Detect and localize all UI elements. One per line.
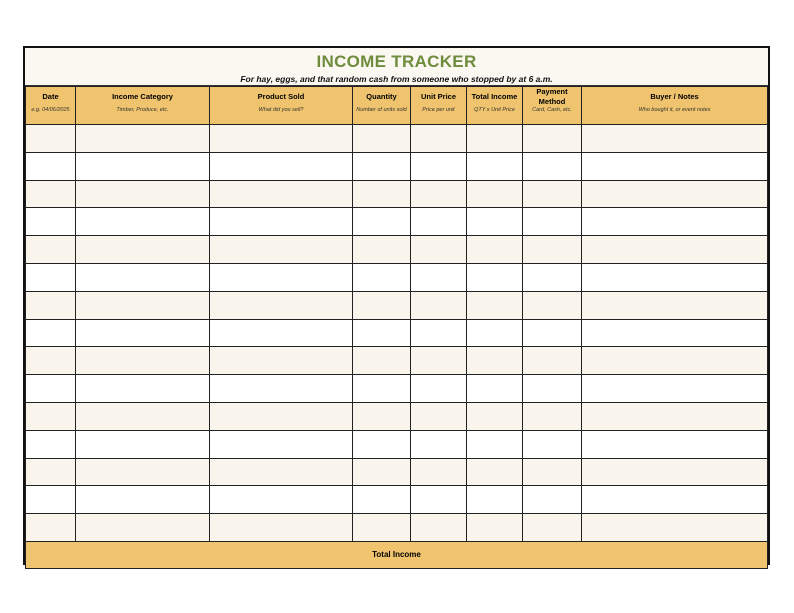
table-cell[interactable] xyxy=(411,375,467,403)
table-row xyxy=(26,180,768,208)
page-subtitle: For hay, eggs, and that random cash from someone who stopped by at 6 a.m. xyxy=(240,74,553,84)
total-income-footer: Total Income xyxy=(26,541,768,568)
table-cell[interactable] xyxy=(582,236,768,264)
table-cell[interactable] xyxy=(210,180,353,208)
income-table xyxy=(25,86,768,569)
table-cell[interactable] xyxy=(523,458,582,486)
table-cell[interactable] xyxy=(467,291,523,319)
table-cell[interactable] xyxy=(353,152,411,180)
income-tracker-sheet xyxy=(23,46,770,565)
table-cell[interactable] xyxy=(26,263,76,291)
table-cell[interactable] xyxy=(210,514,353,542)
table-cell[interactable] xyxy=(210,152,353,180)
table-cell[interactable] xyxy=(353,375,411,403)
column-header xyxy=(467,87,523,125)
table-cell[interactable] xyxy=(353,180,411,208)
table-cell[interactable] xyxy=(76,125,210,153)
table-cell[interactable] xyxy=(582,375,768,403)
table-cell[interactable] xyxy=(26,458,76,486)
table-cell[interactable] xyxy=(353,236,411,264)
table-cell[interactable] xyxy=(523,347,582,375)
column-header xyxy=(411,87,467,125)
table-cell[interactable] xyxy=(353,319,411,347)
table-row xyxy=(26,125,768,153)
table-cell[interactable] xyxy=(26,180,76,208)
table-cell[interactable] xyxy=(26,319,76,347)
table-cell[interactable] xyxy=(411,319,467,347)
table-cell[interactable] xyxy=(76,236,210,264)
column-label: Income Category xyxy=(112,92,173,101)
table-cell[interactable] xyxy=(26,514,76,542)
table-cell[interactable] xyxy=(411,125,467,153)
table-row xyxy=(26,236,768,264)
table-cell[interactable] xyxy=(582,347,768,375)
table-row xyxy=(26,291,768,319)
table-cell[interactable] xyxy=(76,263,210,291)
table-cell[interactable] xyxy=(523,319,582,347)
table-cell[interactable] xyxy=(76,486,210,514)
table-cell[interactable] xyxy=(582,430,768,458)
table-cell[interactable] xyxy=(467,347,523,375)
column-header xyxy=(353,87,411,125)
table-row xyxy=(26,319,768,347)
table-cell[interactable] xyxy=(467,236,523,264)
table-cell[interactable] xyxy=(353,208,411,236)
table-cell[interactable] xyxy=(26,208,76,236)
table-cell[interactable] xyxy=(411,291,467,319)
table-cell[interactable] xyxy=(411,402,467,430)
table-cell[interactable] xyxy=(210,402,353,430)
table-cell[interactable] xyxy=(582,180,768,208)
table-cell[interactable] xyxy=(26,347,76,375)
column-hint: Card, Cash, etc. xyxy=(532,107,572,113)
table-cell[interactable] xyxy=(467,458,523,486)
column-hint: Price per unit xyxy=(422,107,455,113)
table-row xyxy=(26,402,768,430)
table-cell[interactable] xyxy=(411,180,467,208)
table-cell[interactable] xyxy=(467,125,523,153)
table-cell[interactable] xyxy=(353,263,411,291)
table-cell[interactable] xyxy=(582,263,768,291)
table-cell[interactable] xyxy=(411,152,467,180)
table-cell[interactable] xyxy=(76,347,210,375)
table-cell[interactable] xyxy=(467,319,523,347)
table-cell[interactable] xyxy=(76,319,210,347)
table-cell[interactable] xyxy=(76,152,210,180)
table-row xyxy=(26,514,768,542)
table-cell[interactable] xyxy=(26,375,76,403)
table-cell[interactable] xyxy=(411,236,467,264)
table-cell[interactable] xyxy=(26,402,76,430)
column-label: Buyer / Notes xyxy=(650,92,699,101)
table-cell[interactable] xyxy=(76,514,210,542)
table-cell[interactable] xyxy=(26,125,76,153)
table-cell[interactable] xyxy=(411,514,467,542)
table-cell[interactable] xyxy=(523,291,582,319)
table-cell[interactable] xyxy=(76,291,210,319)
column-label: Date xyxy=(42,92,59,101)
table-cell[interactable] xyxy=(582,514,768,542)
table-cell[interactable] xyxy=(76,208,210,236)
table-cell[interactable] xyxy=(76,180,210,208)
table-cell[interactable] xyxy=(582,486,768,514)
table-cell[interactable] xyxy=(523,514,582,542)
table-cell[interactable] xyxy=(210,291,353,319)
table-cell[interactable] xyxy=(76,402,210,430)
table-cell[interactable] xyxy=(582,402,768,430)
table-cell[interactable] xyxy=(523,486,582,514)
table-cell[interactable] xyxy=(353,486,411,514)
table-cell[interactable] xyxy=(210,236,353,264)
table-cell[interactable] xyxy=(353,402,411,430)
table-cell[interactable] xyxy=(411,430,467,458)
table-cell[interactable] xyxy=(523,430,582,458)
table-cell[interactable] xyxy=(411,486,467,514)
table-cell[interactable] xyxy=(467,486,523,514)
table-cell[interactable] xyxy=(411,347,467,375)
table-cell[interactable] xyxy=(210,486,353,514)
table-cell[interactable] xyxy=(411,458,467,486)
table-cell[interactable] xyxy=(582,208,768,236)
column-label: Unit Price xyxy=(420,92,456,101)
table-cell[interactable] xyxy=(76,375,210,403)
table-cell[interactable] xyxy=(411,208,467,236)
table-row xyxy=(26,152,768,180)
table-cell[interactable] xyxy=(523,375,582,403)
table-cell[interactable] xyxy=(411,263,467,291)
table-cell[interactable] xyxy=(467,514,523,542)
table-cell[interactable] xyxy=(467,375,523,403)
table-row xyxy=(26,263,768,291)
column-header xyxy=(76,87,210,125)
table-cell[interactable] xyxy=(26,291,76,319)
table-cell[interactable] xyxy=(353,458,411,486)
table-cell[interactable] xyxy=(467,263,523,291)
table-cell[interactable] xyxy=(523,402,582,430)
table-cell[interactable] xyxy=(353,347,411,375)
table-cell[interactable] xyxy=(467,430,523,458)
table-cell[interactable] xyxy=(26,152,76,180)
column-label: Quantity xyxy=(366,92,397,101)
table-row xyxy=(26,430,768,458)
table-cell[interactable] xyxy=(467,180,523,208)
column-header xyxy=(210,87,353,125)
column-header xyxy=(523,87,582,125)
column-hint: Timber, Produce, etc. xyxy=(116,107,169,113)
column-header xyxy=(582,87,768,125)
table-row xyxy=(26,208,768,236)
table-cell[interactable] xyxy=(523,152,582,180)
table-cell[interactable] xyxy=(26,236,76,264)
column-label: Product Sold xyxy=(257,92,305,101)
table-cell[interactable] xyxy=(467,152,523,180)
table-cell[interactable] xyxy=(353,291,411,319)
table-cell[interactable] xyxy=(76,458,210,486)
table-cell[interactable] xyxy=(26,486,76,514)
table-cell[interactable] xyxy=(582,152,768,180)
table-cell[interactable] xyxy=(582,125,768,153)
table-cell[interactable] xyxy=(353,430,411,458)
table-cell[interactable] xyxy=(523,125,582,153)
table-cell[interactable] xyxy=(210,430,353,458)
table-cell[interactable] xyxy=(26,430,76,458)
table-cell[interactable] xyxy=(210,347,353,375)
table-cell[interactable] xyxy=(582,458,768,486)
column-hint: Number of units sold xyxy=(356,107,407,113)
column-hint: e.g. 04/06/2025 xyxy=(31,107,70,113)
title-area xyxy=(25,48,768,86)
table-cell[interactable] xyxy=(210,263,353,291)
table-cell[interactable] xyxy=(467,402,523,430)
column-hint: QTY x Unit Price xyxy=(474,107,515,113)
table-cell[interactable] xyxy=(523,180,582,208)
table-row xyxy=(26,458,768,486)
column-hint: What did you sell? xyxy=(258,107,304,113)
table-cell[interactable] xyxy=(210,125,353,153)
table-cell[interactable] xyxy=(523,236,582,264)
table-row xyxy=(26,375,768,403)
table-cell[interactable] xyxy=(582,319,768,347)
column-label: Payment Method xyxy=(536,87,568,106)
table-cell[interactable] xyxy=(353,125,411,153)
table-cell[interactable] xyxy=(210,458,353,486)
table-cell[interactable] xyxy=(523,208,582,236)
column-hint: Who bought it, or event notes xyxy=(638,107,711,113)
table-cell[interactable] xyxy=(523,263,582,291)
column-header xyxy=(26,87,76,125)
table-cell[interactable] xyxy=(582,291,768,319)
table-cell[interactable] xyxy=(467,208,523,236)
table-row xyxy=(26,486,768,514)
page-title: INCOME TRACKER xyxy=(316,52,477,71)
table-cell[interactable] xyxy=(210,375,353,403)
table-cell[interactable] xyxy=(210,208,353,236)
table-cell[interactable] xyxy=(210,319,353,347)
table-cell[interactable] xyxy=(353,514,411,542)
column-label: Total Income xyxy=(471,92,518,101)
table-cell[interactable] xyxy=(76,430,210,458)
table-row xyxy=(26,347,768,375)
